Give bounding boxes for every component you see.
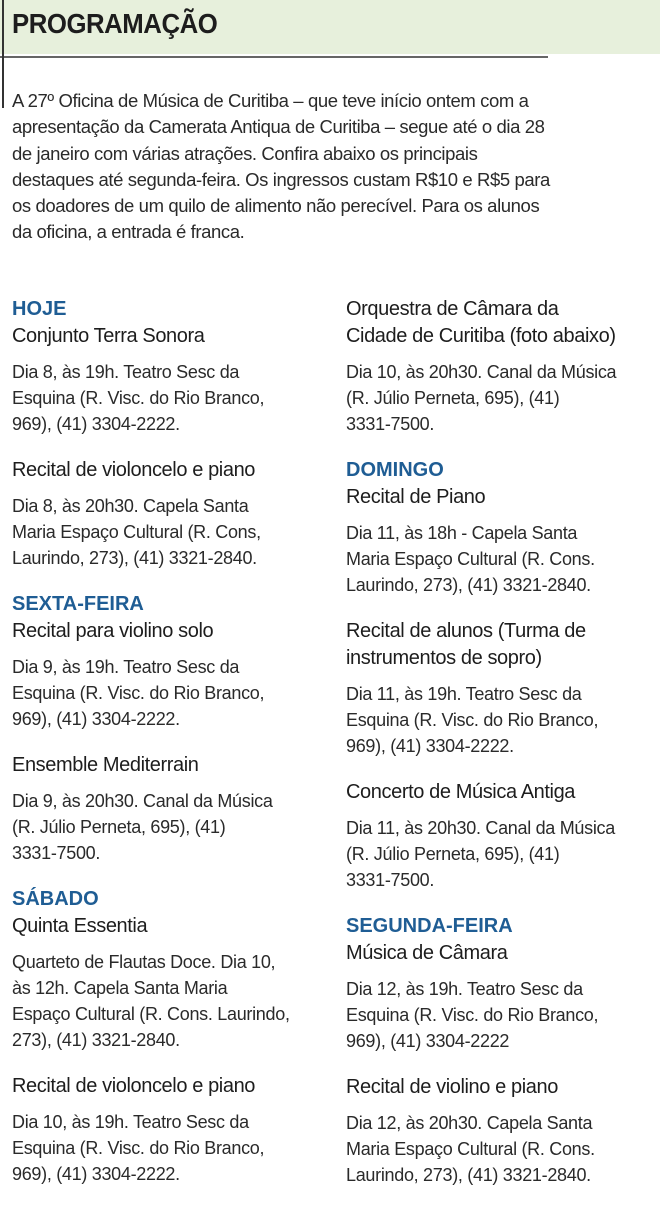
intro-paragraph: A 27º Oficina de Música de Curitiba – que teve início ontem com a apresentação da Camerata Antiqua de Curitiba – segue até o dia 28 de janeiro com várias atrações. Confira abaixo os principais destaques até segunda-feira. Os ingressos custam R$10 e R$5 para os doadores de um quilo de alimento não perecível. Para os alunos da oficina, a entrada é franca. (12, 90, 550, 243)
event-details: Dia 12, às 20h30. Capela Santa Maria Espaço Cultural (R. Cons. Laurindo, 273), (41) 3321-2840. (346, 1113, 595, 1185)
day-label: SEGUNDA-FEIRA (346, 915, 513, 937)
left-column (12, 296, 332, 1187)
event-details: Dia 10, às 19h. Teatro Sesc da Esquina (R. Visc. do Rio Branco, 969), (41) 3304-2222. (12, 1112, 265, 1184)
event-details: Quarteto de Flautas Doce. Dia 10, às 12h. Capela Santa Maria Espaço Cultural (R. Cons. Laurindo, 273), (41) 3321-2840. (12, 952, 290, 1050)
event-title: Orquestra de Câmara da Cidade de Curitiba (foto abaixo) (346, 298, 616, 347)
event-title: Recital para violino solo (12, 620, 214, 642)
event-details: Dia 12, às 19h. Teatro Sesc da Esquina (R. Visc. do Rio Branco, 969), (41) 3304-2222 (346, 979, 599, 1051)
divider (0, 56, 548, 58)
event-details: Dia 9, às 20h30. Canal da Música (R. Júlio Perneta, 695), (41) 3331-7500. (12, 791, 273, 863)
event-title: Recital de violoncelo e piano (12, 459, 256, 481)
event-details: Dia 11, às 19h. Teatro Sesc da Esquina (R. Visc. do Rio Branco, 969), (41) 3304-2222. (346, 684, 599, 756)
event-title: Quinta Essentia (12, 915, 148, 937)
event-details: Dia 8, às 20h30. Capela Santa Maria Espaço Cultural (R. Cons, Laurindo, 273), (41) 3321-2840. (12, 496, 261, 568)
event-details: Dia 11, às 18h - Capela Santa Maria Espaço Cultural (R. Cons. Laurindo, 273), (41) 3321-2840. (346, 523, 595, 595)
day-label: SEXTA-FEIRA (12, 593, 144, 615)
event-title: Ensemble Mediterrain (12, 754, 199, 776)
event-title: Conjunto Terra Sonora (12, 325, 205, 347)
event-title: Concerto de Música Antiga (346, 781, 576, 803)
event-title: Recital de violoncelo e piano (12, 1075, 256, 1097)
event-title: Música de Câmara (346, 942, 508, 964)
day-label: SÁBADO (12, 888, 99, 910)
event-details: Dia 10, às 20h30. Canal da Música (R. Júlio Perneta, 695), (41) 3331-7500. (346, 362, 617, 434)
day-label: DOMINGO (346, 459, 444, 481)
day-label: HOJE (12, 298, 67, 320)
right-column (346, 296, 660, 1188)
event-title: Recital de Piano (346, 486, 486, 508)
event-title: Recital de alunos (Turma de instrumentos de sopro) (346, 620, 586, 669)
page-title: PROGRAMAÇÃO (12, 8, 218, 39)
side-bar-accent (2, 0, 4, 108)
event-title: Recital de violino e piano (346, 1076, 558, 1098)
event-details: Dia 11, às 20h30. Canal da Música (R. Júlio Perneta, 695), (41) 3331-7500. (346, 818, 615, 890)
header-band (0, 0, 660, 54)
event-details: Dia 9, às 19h. Teatro Sesc da Esquina (R. Visc. do Rio Branco, 969), (41) 3304-2222. (12, 657, 265, 729)
event-details: Dia 8, às 19h. Teatro Sesc da Esquina (R. Visc. do Rio Branco, 969), (41) 3304-2222. (12, 362, 265, 434)
